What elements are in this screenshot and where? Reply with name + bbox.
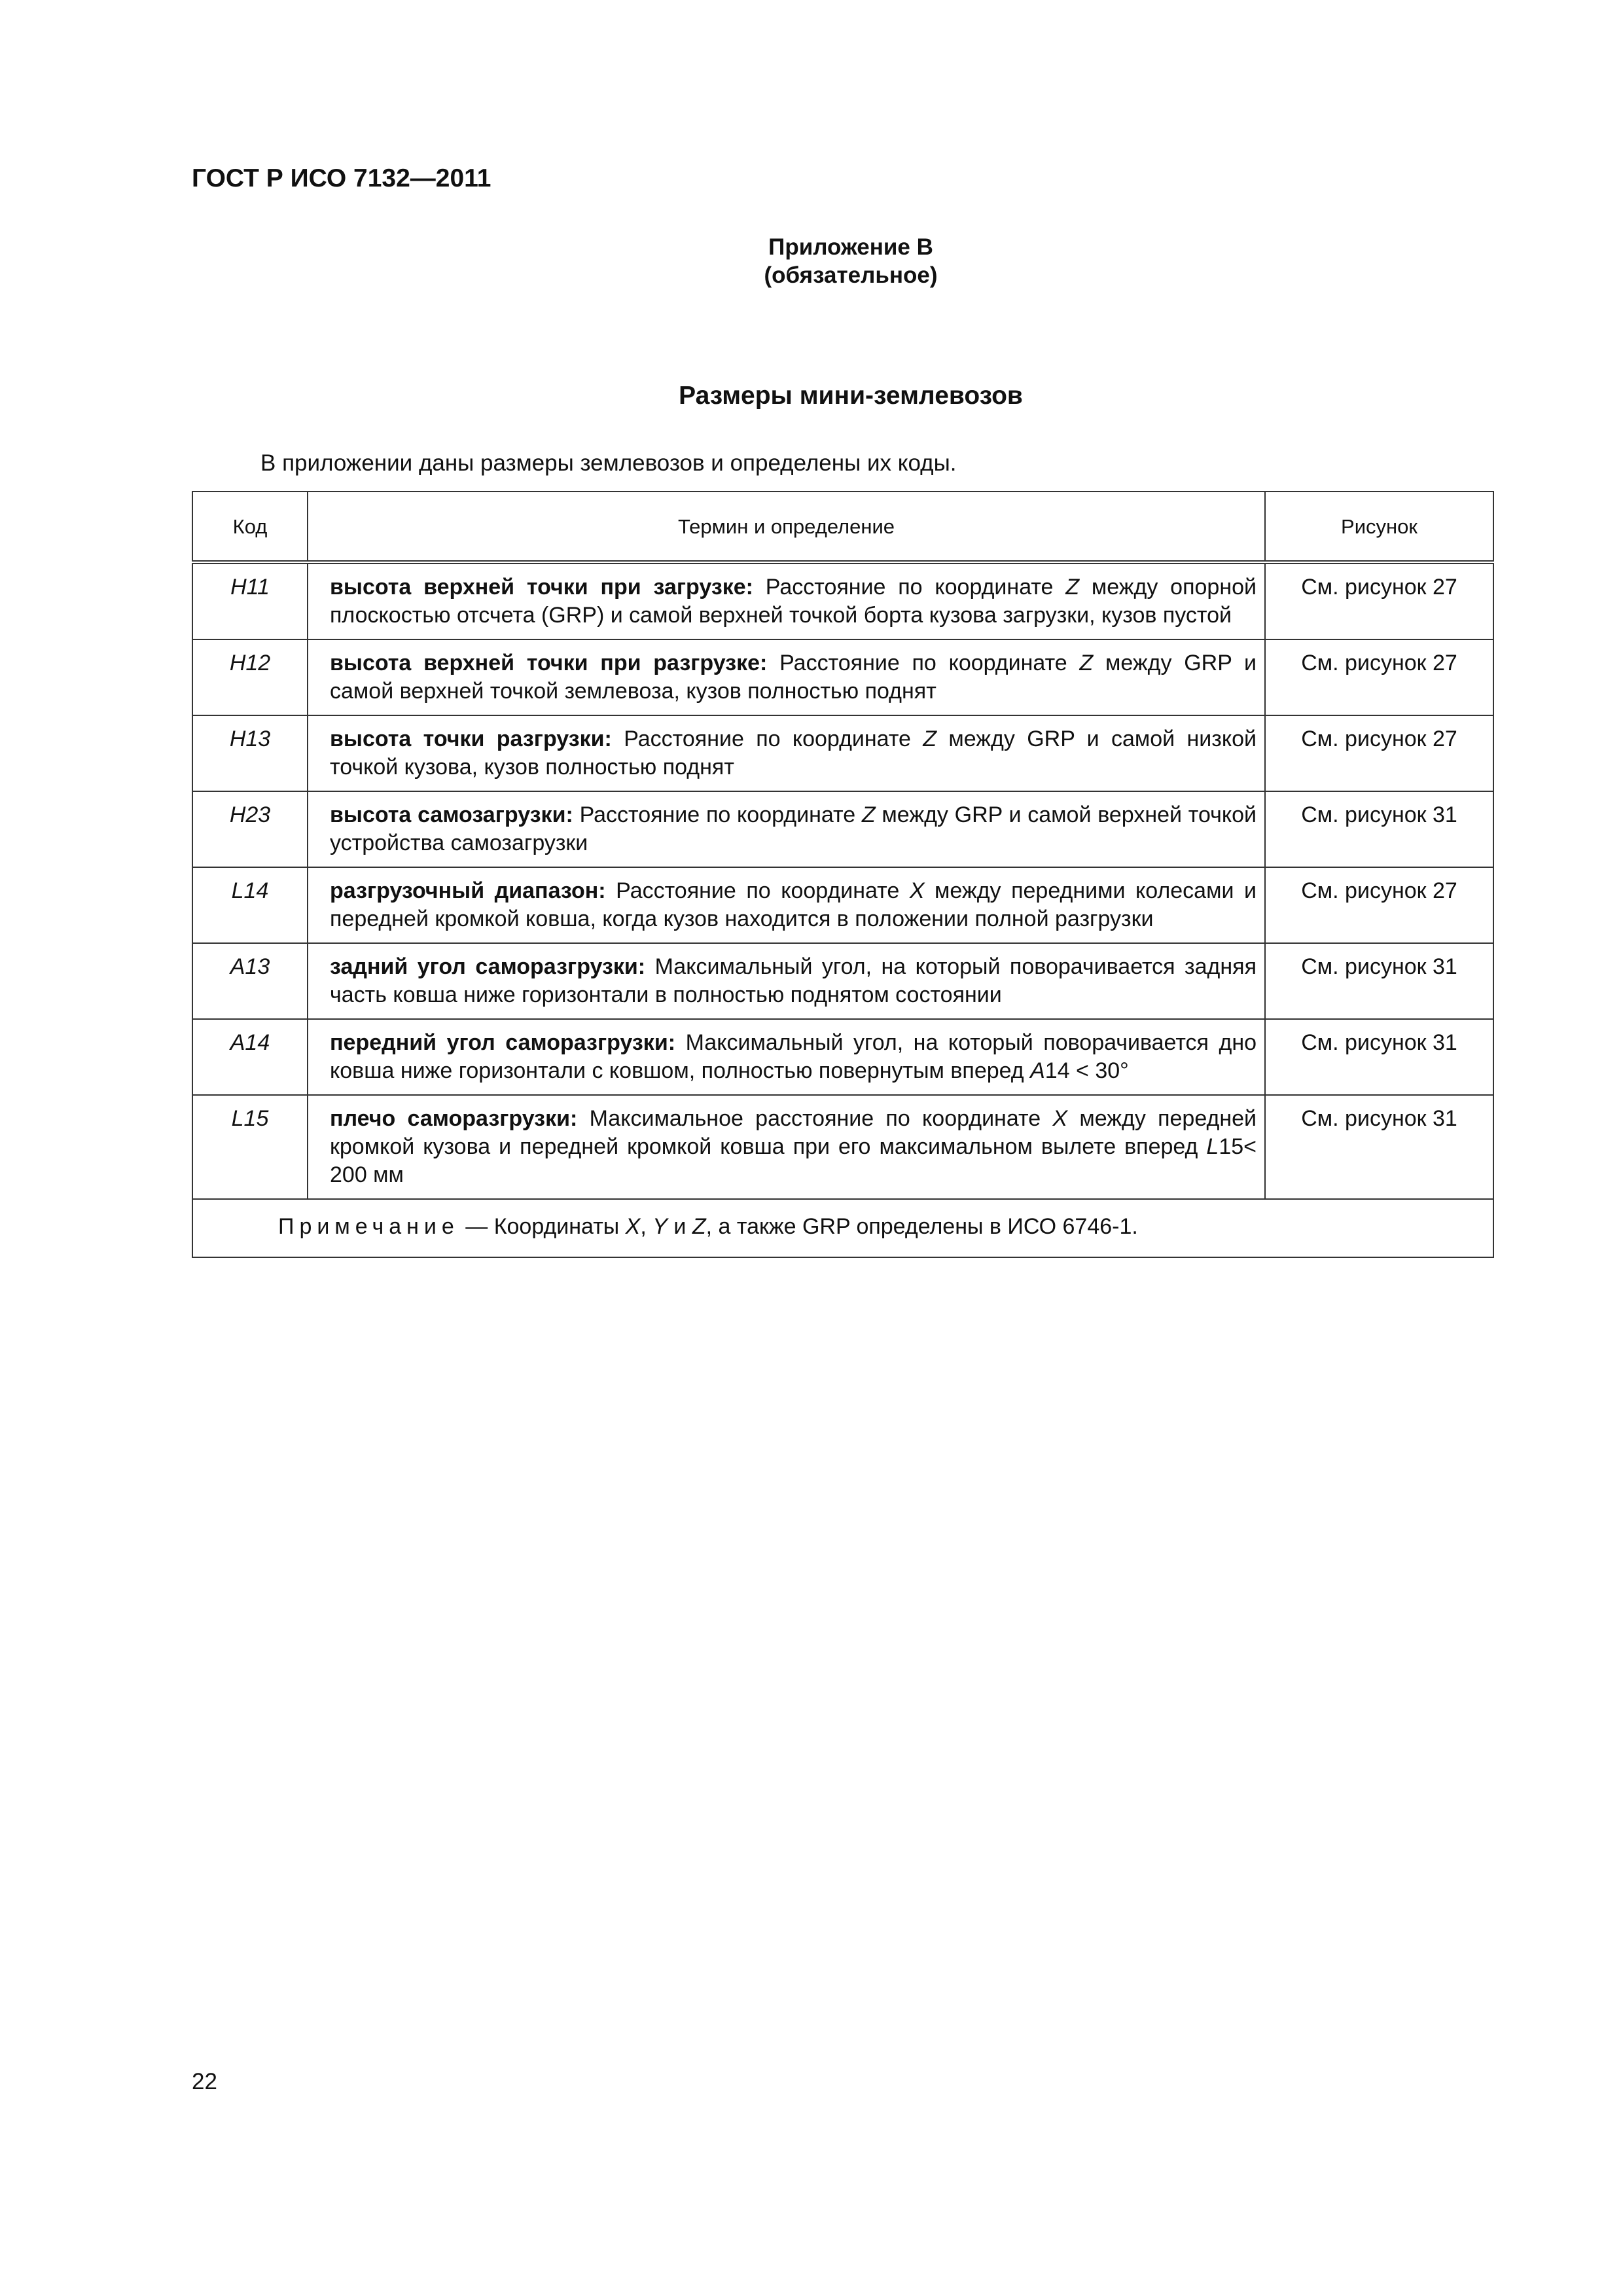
- definition-text: L: [1206, 1134, 1219, 1159]
- note-row: [192, 1199, 1493, 1257]
- term-name: высота верхней точки при загрузке:: [330, 575, 753, 600]
- definition-text: X: [1052, 1106, 1068, 1131]
- table-row: [192, 791, 1493, 867]
- term-code: H11: [192, 562, 308, 639]
- term-name: задний угол саморазгрузки:: [330, 954, 646, 979]
- term-definition: [308, 715, 1265, 791]
- table-row: [192, 715, 1493, 791]
- annex-status: (обязательное): [764, 262, 938, 288]
- note-text-part: Y: [652, 1214, 668, 1239]
- figure-reference: См. рисунок 27: [1265, 562, 1493, 639]
- figure-reference: См. рисунок 27: [1265, 639, 1493, 715]
- term-name: высота точки разгрузки:: [330, 726, 612, 751]
- figure-reference: См. рисунок 31: [1265, 1019, 1493, 1095]
- note-text-part: , а также GRP определены в ИСО 6746-1.: [705, 1214, 1138, 1239]
- annex-title: Приложение В: [768, 234, 933, 260]
- definition-text: X: [909, 878, 925, 903]
- note-text-part: Z: [692, 1214, 706, 1239]
- definition-text: Расстояние по координате: [616, 878, 910, 903]
- definition-text: 14 < 30°: [1044, 1058, 1129, 1083]
- definition-text: Расстояние по координате: [779, 651, 1080, 675]
- terms-table: [192, 491, 1494, 1258]
- term-definition: [308, 1019, 1265, 1095]
- definition-text: Максимальный угол, на который поворачивается дно ковша ниже горизонтали с ковшом, полностью повернутым вперед: [330, 1030, 1257, 1083]
- figure-reference: См. рисунок 27: [1265, 867, 1493, 943]
- table-row: [192, 562, 1493, 639]
- term-code: H12: [192, 639, 308, 715]
- definition-text: между опорной плоскостью отсчета (GRP) и самой верхней точкой борта кузова загрузки, кузов пустой: [330, 575, 1257, 628]
- note-text-part: ,: [640, 1214, 653, 1239]
- term-code: H13: [192, 715, 308, 791]
- term-code: A13: [192, 943, 308, 1019]
- definition-text: Z: [1079, 651, 1094, 675]
- term-definition: [308, 791, 1265, 867]
- definition-text: между GRP и самой верхней точкой устройства самозагрузки: [330, 802, 1257, 855]
- definition-text: Z: [1065, 575, 1080, 600]
- figure-reference: См. рисунок 31: [1265, 1095, 1493, 1199]
- term-definition: [308, 1095, 1265, 1199]
- term-name: плечо саморазгрузки:: [330, 1106, 578, 1131]
- definition-text: Расстояние по координате: [765, 575, 1066, 600]
- definition-text: между GRP и самой верхней точкой землевоза, кузов полностью поднят: [330, 651, 1257, 704]
- term-definition: [308, 639, 1265, 715]
- definition-text: между передними колесами и передней кромкой ковша, когда кузов находится в положении полной разгрузки: [330, 878, 1257, 931]
- definition-text: Z: [923, 726, 937, 751]
- figure-reference: См. рисунок 31: [1265, 791, 1493, 867]
- note-text-part: — Координаты: [459, 1214, 626, 1239]
- page-number: 22: [192, 2069, 217, 2094]
- header-definition: Термин и определение: [308, 492, 1265, 562]
- definition-text: Максимальный угол, на который поворачивается задняя часть ковша ниже горизонтали в полностью поднятом состоянии: [330, 954, 1257, 1007]
- definition-text: Расстояние по координате: [579, 802, 862, 827]
- table-header-row: [192, 492, 1493, 562]
- definition-text: 15< 200 мм: [330, 1134, 1257, 1187]
- note-text: [459, 1214, 1138, 1239]
- definition-text: между GRP и самой низкой точкой кузова, кузов полностью поднят: [330, 726, 1257, 780]
- term-name: разгрузочный диапазон:: [330, 878, 606, 903]
- term-definition: [308, 562, 1265, 639]
- term-code: A14: [192, 1019, 308, 1095]
- note-text-part: и: [667, 1214, 692, 1239]
- intro-paragraph: В приложении даны размеры землевозов и определены их коды.: [260, 450, 957, 476]
- term-name: высота верхней точки при разгрузке:: [330, 651, 768, 675]
- table-row: [192, 1019, 1493, 1095]
- term-definition: [308, 867, 1265, 943]
- definition-text: Z: [861, 802, 876, 827]
- note-label: Примечание: [278, 1214, 459, 1239]
- document-code-header: ГОСТ Р ИСО 7132—2011: [192, 164, 491, 192]
- table-row: [192, 943, 1493, 1019]
- definition-text: A: [1030, 1058, 1045, 1083]
- terms-table-body: [192, 562, 1493, 1199]
- term-code: H23: [192, 791, 308, 867]
- table-row: [192, 1095, 1493, 1199]
- table-note: [192, 1199, 1493, 1257]
- term-code: L15: [192, 1095, 308, 1199]
- figure-reference: См. рисунок 27: [1265, 715, 1493, 791]
- definition-text: Расстояние по координате: [624, 726, 923, 751]
- term-code: L14: [192, 867, 308, 943]
- header-code: Код: [192, 492, 308, 562]
- figure-reference: См. рисунок 31: [1265, 943, 1493, 1019]
- term-definition: [308, 943, 1265, 1019]
- definition-text: между передней кромкой кузова и передней кромкой ковша при его максимальном вылете вперед: [330, 1106, 1257, 1159]
- table-row: [192, 867, 1493, 943]
- term-name: передний угол саморазгрузки:: [330, 1030, 676, 1055]
- definition-text: Максимальное расстояние по координате: [589, 1106, 1053, 1131]
- term-name: высота самозагрузки:: [330, 802, 573, 827]
- section-title: Размеры мини-землевозов: [679, 382, 1023, 410]
- note-text-part: X: [625, 1214, 641, 1239]
- header-figure: Рисунок: [1265, 492, 1493, 562]
- table-row: [192, 639, 1493, 715]
